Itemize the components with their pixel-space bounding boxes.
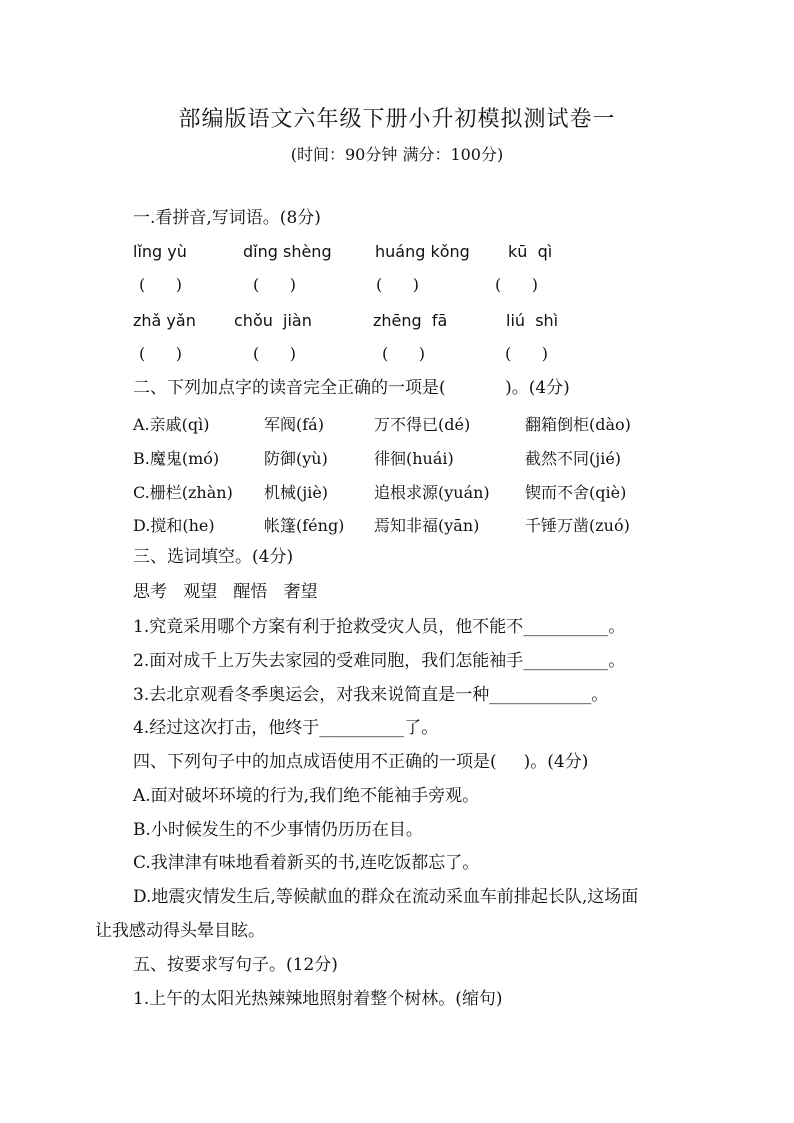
q1-pinyin: liú shì — [506, 311, 559, 330]
q1-pinyin: dǐng shèng — [243, 242, 332, 261]
q4-option-continuation: 让我感动得头晕目眩。 — [95, 921, 265, 941]
q1-answer-box[interactable]: ( ) — [253, 344, 296, 363]
q3-item: 1.究竟采用哪个方案有利于抢救受灾人员，他不能不__________。 — [133, 617, 626, 637]
q2-option: 军阀(fá) — [264, 415, 324, 434]
q2-option: 焉知非福(yān) — [374, 516, 480, 535]
q2-option: D.搅和(he) — [133, 516, 215, 535]
q2-option: 万不得已(dé) — [374, 415, 471, 434]
q5-item: 1.上午的太阳光热辣辣地照射着整个树林。(缩句) — [133, 989, 503, 1009]
q4-option: C.我津津有味地看着新买的书,连吃饭都忘了。 — [133, 853, 480, 873]
q2-option: C.栅栏(zhàn) — [133, 483, 233, 502]
q3-item: 3.去北京观看冬季奥运会，对我来说简直是一种____________。 — [133, 685, 609, 705]
q2-option: 锲而不舍(qiè) — [525, 483, 627, 502]
q1-answer-box[interactable]: ( ) — [382, 344, 425, 363]
q2-option: 截然不同(jié) — [525, 449, 622, 468]
q2-option: B.魔鬼(mó) — [133, 449, 220, 468]
q1-pinyin: lǐng yù — [133, 242, 187, 261]
page-title: 部编版语文六年级下册小升初模拟测试卷一 — [178, 107, 616, 132]
q1-answer-box[interactable]: ( ) — [139, 344, 182, 363]
q2-option: 机械(jiè) — [264, 483, 329, 502]
q1-pinyin: zhǎ yǎn — [133, 311, 196, 330]
q1-answer-box[interactable]: ( ) — [253, 275, 296, 294]
q4-option: A.面对破坏环境的行为,我们绝不能袖手旁观。 — [133, 786, 480, 806]
q1-answer-box[interactable]: ( ) — [139, 275, 182, 294]
q2-option: 帐篷(féng) — [264, 516, 345, 535]
q2-heading: 二、下列加点字的读音完全正确的一项是( )。(4分) — [133, 378, 570, 398]
q1-answer-box[interactable]: ( ) — [495, 275, 538, 294]
page-subtitle: (时间：90分钟 满分：100分) — [290, 145, 504, 164]
q1-pinyin: huáng kǒng — [375, 242, 470, 261]
q1-pinyin: chǒu jiàn — [234, 311, 312, 330]
q1-answer-box[interactable]: ( ) — [376, 275, 419, 294]
q5-heading: 五、按要求写句子。(12分) — [133, 955, 338, 975]
q4-option: D.地震灾情发生后,等候献血的群众在流动采血车前排起长队,这场面 — [133, 887, 639, 907]
q2-option: 千锤万凿(zuó) — [525, 516, 630, 535]
q3-item: 4.经过这次打击，他终于__________了。 — [133, 718, 439, 738]
q2-option: A.亲戚(qì) — [133, 415, 210, 434]
q2-option: 追根求源(yuán) — [374, 483, 490, 502]
q4-option: B.小时候发生的不少事情仍历历在目。 — [133, 820, 423, 840]
q2-option: 翻箱倒柜(dào) — [525, 415, 631, 434]
q3-heading: 三、选词填空。(4分) — [133, 547, 294, 567]
q3-item: 2.面对成千上万失去家园的受难同胞，我们怎能袖手__________。 — [133, 651, 626, 671]
q1-heading: 一.看拼音,写词语。(8分) — [133, 208, 321, 228]
q1-answer-box[interactable]: ( ) — [505, 344, 548, 363]
q2-option: 防御(yù) — [264, 449, 328, 468]
q1-pinyin: zhēng fā — [373, 311, 448, 330]
q4-heading: 四、下列句子中的加点成语使用不正确的一项是( )。(4分) — [133, 752, 589, 772]
q1-pinyin: kū qì — [508, 242, 553, 261]
q3-word-bank: 思考 观望 醒悟 奢望 — [133, 582, 318, 602]
q2-option: 徘徊(huái) — [374, 449, 454, 468]
